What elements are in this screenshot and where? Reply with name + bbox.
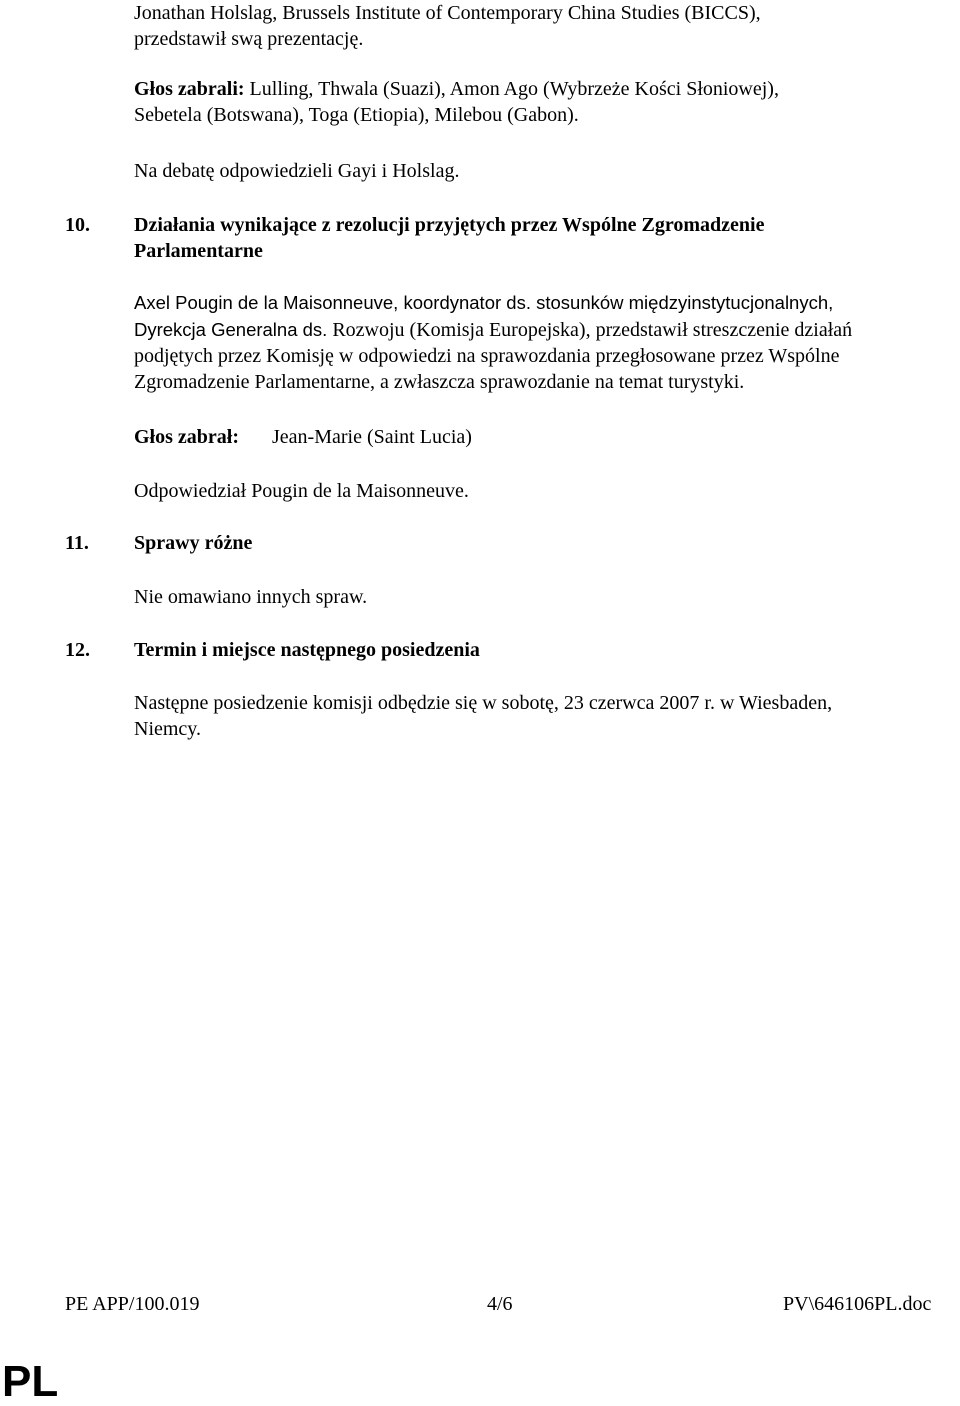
section-10-reply: Odpowiedział Pougin de la Maisonneuve. — [134, 480, 469, 502]
section-10-para-line-3: podjętych przez Komisję w odpowiedzi na sprawozdania przegłosowane przez Wspólne — [134, 345, 840, 367]
section-12-title: Termin i miejsce następnego posiedzenia — [134, 639, 480, 661]
section-11-title: Sprawy różne — [134, 532, 253, 554]
speakers-line-2: Sebetela (Botswana), Toga (Etiopia), Milebou (Gabon). — [134, 104, 579, 126]
section-10-para-line-2-start: Dyrekcja Generalna ds. — [134, 319, 328, 340]
section-10-para-line-1: Axel Pougin de la Maisonneuve, koordynator ds. stosunków międzyinstytucjonalnych, — [134, 292, 834, 313]
debate-reply: Na debatę odpowiedzieli Gayi i Holslag. — [134, 160, 460, 182]
section-12-line-2: Niemcy. — [134, 718, 202, 740]
section-12-line-1: Następne posiedzenie komisji odbędzie się w sobotę, 23 czerwca 2007 r. w Wiesbaden, — [134, 692, 833, 714]
section-10-para-line-2 — [134, 317, 852, 343]
section-11-text: Nie omawiano innych spraw. — [134, 586, 368, 608]
section-10-para-line-2-end: Rozwoju (Komisja Europejska), przedstawił streszczenie działań — [327, 319, 853, 341]
section-10-speaker-label — [134, 424, 239, 450]
section-10-speaker-value: Jean-Marie (Saint Lucia) — [272, 426, 472, 448]
speakers-label: Głos zabrali: — [134, 78, 245, 100]
intro-line-2: przedstawił swą prezentację. — [134, 28, 364, 50]
footer-filename: PV\646106PL.doc — [783, 1293, 932, 1315]
intro-line-1: Jonathan Holslag, Brussels Institute of Contemporary China Studies (BICCS), — [134, 2, 761, 24]
speakers-line-1 — [134, 76, 779, 102]
section-10-para-line-4: Zgromadzenie Parlamentarne, a zwłaszcza sprawozdanie na temat turystyki. — [134, 371, 745, 393]
speakers-names: Lulling, Thwala (Suazi), Amon Ago (Wybrzeże Kości Słoniowej), — [244, 78, 779, 100]
footer-page-number: 4/6 — [487, 1293, 513, 1315]
language-code: PL — [2, 1357, 59, 1406]
speaker-label: Głos zabrał: — [134, 426, 239, 448]
section-10-number: 10. — [65, 214, 90, 236]
footer-reference: PE APP/100.019 — [65, 1293, 200, 1315]
section-10-title-line-2: Parlamentarne — [134, 240, 263, 262]
section-10-title-line-1: Działania wynikające z rezolucji przyjętych przez Wspólne Zgromadzenie — [134, 214, 765, 236]
section-12-number: 12. — [65, 639, 90, 661]
section-11-number: 11. — [65, 532, 89, 554]
